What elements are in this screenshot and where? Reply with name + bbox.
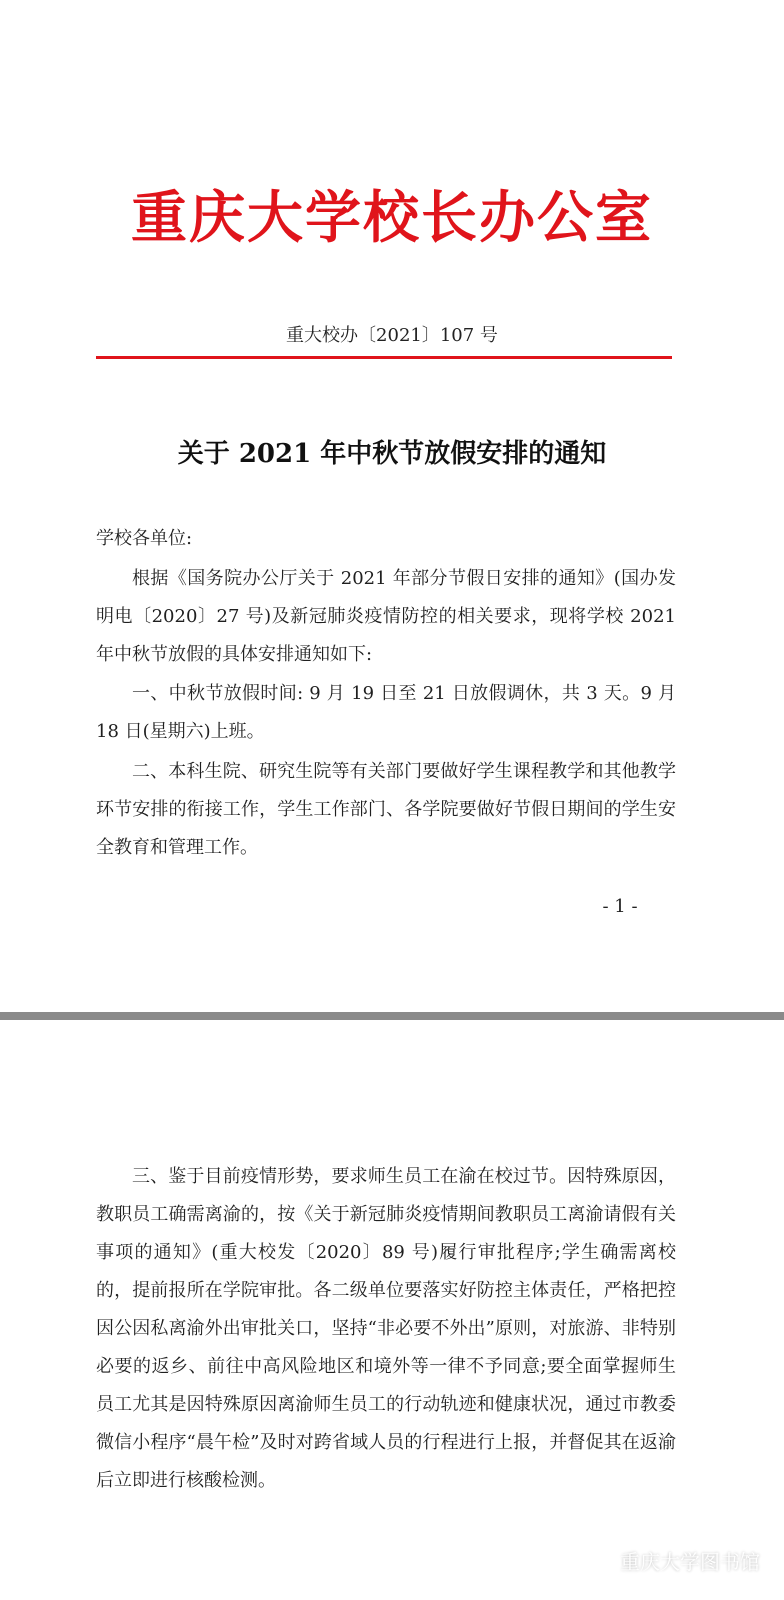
paragraph-intro: 根据《国务院办公厅关于 2021 年部分节假日安排的通知》(国办发明电〔2020〕27 号)及新冠肺炎疫情防控的相关要求，现将学校 2021 年中秋节放假的具体安排通知如下:	[96, 568, 676, 665]
watermark	[578, 1542, 760, 1578]
paragraph-epidemic-requirements: 三、鉴于目前疫情形势，要求师生员工在渝在校过节。因特殊原因，教职员工确需离渝的，按《关于新冠肺炎疫情期间教职员工离渝请假有关事项的通知》(重大校发〔2020〕89 号)履行审批程序;学生确需离校的，提前报所在学院审批。各二级单位要落实好防控主体责任，严格把控因公因私离渝外出审批关口，坚持“非必要不外出”原则，对旅游、非特别必要的返乡、前往中高风险地区和境外等一律不予同意;要全面掌握师生员工尤其是因特殊原因离渝师生员工的行动轨迹和健康状况，通过市教委微信小程序“晨午检”及时对跨省域人员的行程进行上报，并督促其在返渝后立即进行核酸检测。	[96, 1166, 676, 1491]
page-divider	[0, 1012, 784, 1020]
issuer-header: 重庆大学校长办公室	[131, 185, 653, 251]
page-number: - 1 -	[602, 896, 638, 917]
notice-title: 关于 2021 年中秋节放假安排的通知	[177, 439, 607, 469]
library-logo-icon	[578, 1545, 612, 1575]
paragraph-holiday-time: 一、中秋节放假时间: 9 月 19 日至 21 日放假调休，共 3 天。9 月 18 日(星期六)上班。	[96, 683, 676, 742]
paragraph-teaching-arrangement: 二、本科生院、研究生院等有关部门要做好学生课程教学和其他教学环节安排的衔接工作，学生工作部门、各学院要做好节假日期间的学生安全教育和管理工作。	[96, 761, 676, 858]
watermark-text: 重庆大学图书馆	[620, 1549, 760, 1574]
red-divider-line	[96, 356, 672, 359]
document-number: 重大校办〔2021〕107 号	[286, 325, 498, 346]
salutation: 学校各单位:	[96, 528, 193, 549]
